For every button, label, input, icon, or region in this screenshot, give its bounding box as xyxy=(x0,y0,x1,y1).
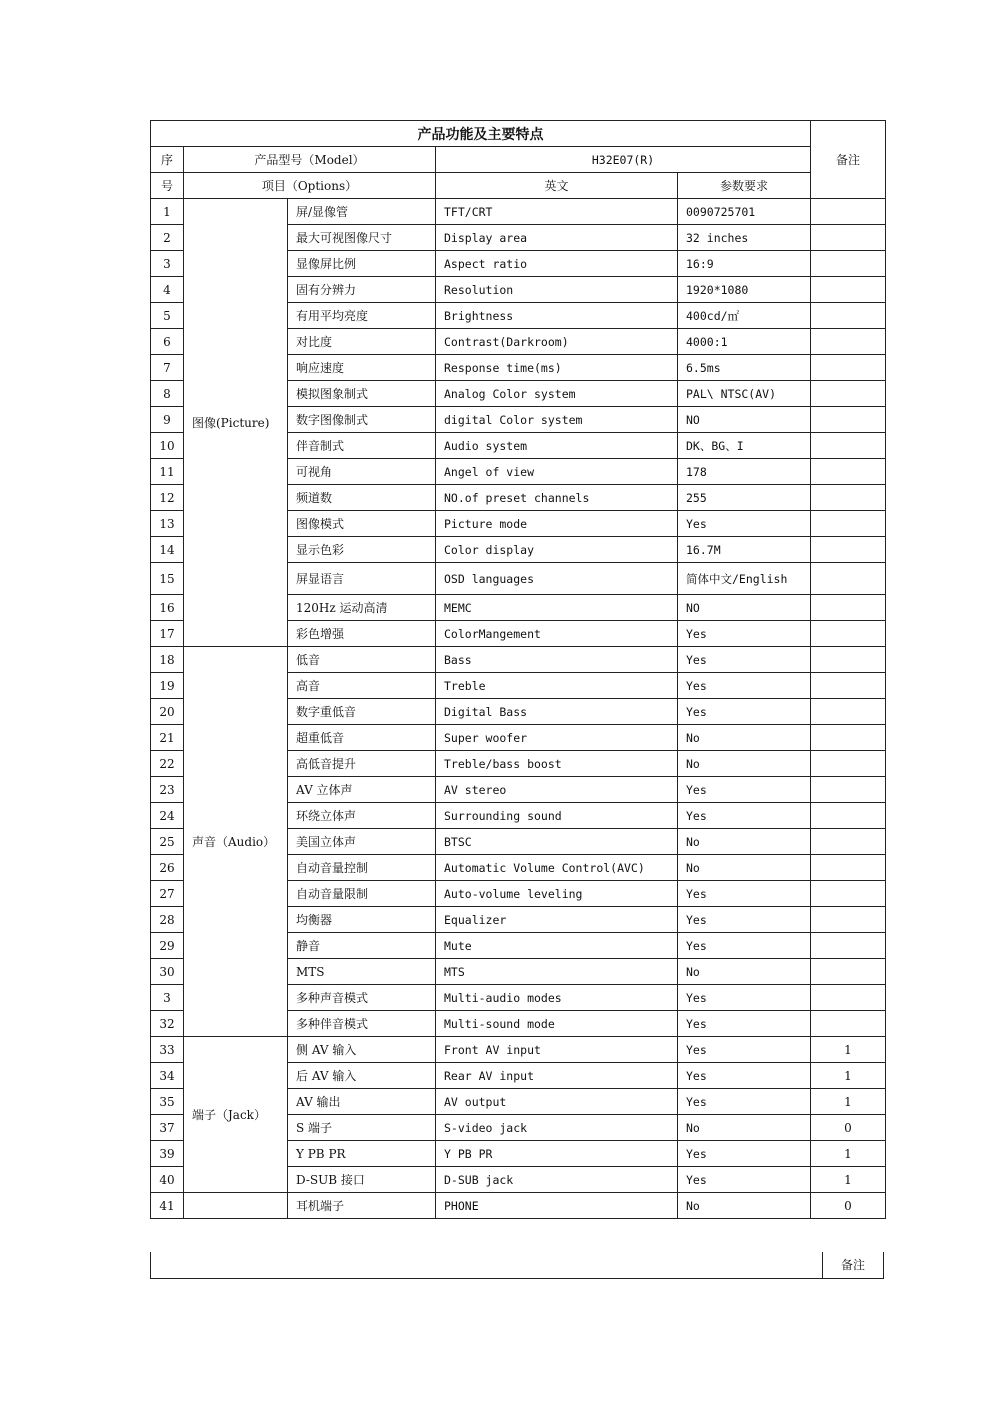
row-number: 18 xyxy=(151,647,184,673)
item-value: 简体中文/English xyxy=(678,563,811,595)
table-row xyxy=(151,647,886,673)
item-note xyxy=(811,329,886,355)
item-chinese: 后 AV 输入 xyxy=(288,1063,436,1089)
item-english: PHONE xyxy=(436,1193,678,1219)
item-value: 400cd/㎡ xyxy=(678,303,811,329)
item-chinese: 高音 xyxy=(288,673,436,699)
item-note xyxy=(811,537,886,563)
row-number: 14 xyxy=(151,537,184,563)
group-jack: 端子（Jack） xyxy=(184,1037,288,1193)
item-value: 178 xyxy=(678,459,811,485)
item-value: Yes xyxy=(678,1063,811,1089)
item-note xyxy=(811,381,886,407)
item-value: No xyxy=(678,1193,811,1219)
row-number: 4 xyxy=(151,277,184,303)
item-value: 255 xyxy=(678,485,811,511)
item-note xyxy=(811,303,886,329)
item-value: Yes xyxy=(678,647,811,673)
row-number: 20 xyxy=(151,699,184,725)
item-english: OSD languages xyxy=(436,563,678,595)
item-value: Yes xyxy=(678,1167,811,1193)
row-number: 40 xyxy=(151,1167,184,1193)
item-chinese: 超重低音 xyxy=(288,725,436,751)
item-note xyxy=(811,433,886,459)
options-row xyxy=(151,173,886,199)
item-chinese: 对比度 xyxy=(288,329,436,355)
item-chinese: 频道数 xyxy=(288,485,436,511)
seq-header-bottom: 号 xyxy=(151,173,184,199)
param-label: 参数要求 xyxy=(678,173,811,199)
row-number: 23 xyxy=(151,777,184,803)
item-english: Brightness xyxy=(436,303,678,329)
table-row xyxy=(151,199,886,225)
item-value: 32 inches xyxy=(678,225,811,251)
item-english: NO.of preset channels xyxy=(436,485,678,511)
row-number: 10 xyxy=(151,433,184,459)
row-number: 15 xyxy=(151,563,184,595)
row-number: 19 xyxy=(151,673,184,699)
item-chinese: D-SUB 接口 xyxy=(288,1167,436,1193)
row-number: 21 xyxy=(151,725,184,751)
item-chinese: 多种伴音模式 xyxy=(288,1011,436,1037)
item-note xyxy=(811,907,886,933)
item-value: Yes xyxy=(678,699,811,725)
item-chinese: 侧 AV 输入 xyxy=(288,1037,436,1063)
item-value: No xyxy=(678,959,811,985)
item-english: AV stereo xyxy=(436,777,678,803)
row-number: 24 xyxy=(151,803,184,829)
item-english: Aspect ratio xyxy=(436,251,678,277)
item-note xyxy=(811,459,886,485)
item-english: Front AV input xyxy=(436,1037,678,1063)
row-number: 29 xyxy=(151,933,184,959)
item-value: 16.7M xyxy=(678,537,811,563)
item-value: 6.5ms xyxy=(678,355,811,381)
item-note xyxy=(811,647,886,673)
item-note: 0 xyxy=(811,1193,886,1219)
table-row xyxy=(151,1037,886,1063)
item-english: Mute xyxy=(436,933,678,959)
item-value: Yes xyxy=(678,803,811,829)
item-english: TFT/CRT xyxy=(436,199,678,225)
item-chinese: 数字图像制式 xyxy=(288,407,436,433)
row-number: 41 xyxy=(151,1193,184,1219)
item-note xyxy=(811,959,886,985)
item-value: Yes xyxy=(678,1089,811,1115)
item-chinese: 数字重低音 xyxy=(288,699,436,725)
item-chinese: 多种声音模式 xyxy=(288,985,436,1011)
item-value: Yes xyxy=(678,511,811,537)
row-number: 27 xyxy=(151,881,184,907)
item-note: 0 xyxy=(811,1115,886,1141)
item-value: No xyxy=(678,725,811,751)
item-value: Yes xyxy=(678,777,811,803)
item-chinese: 自动音量控制 xyxy=(288,855,436,881)
item-value: PAL\ NTSC(AV) xyxy=(678,381,811,407)
row-number: 32 xyxy=(151,1011,184,1037)
item-english: Picture mode xyxy=(436,511,678,537)
item-note xyxy=(811,803,886,829)
table-title: 产品功能及主要特点 xyxy=(151,121,811,147)
item-chinese: 低音 xyxy=(288,647,436,673)
item-english: Digital Bass xyxy=(436,699,678,725)
item-english: Multi-sound mode xyxy=(436,1011,678,1037)
row-number: 7 xyxy=(151,355,184,381)
item-english: Color display xyxy=(436,537,678,563)
item-chinese: 伴音制式 xyxy=(288,433,436,459)
item-english: MTS xyxy=(436,959,678,985)
item-value: Yes xyxy=(678,1037,811,1063)
item-english: Display area xyxy=(436,225,678,251)
item-english: BTSC xyxy=(436,829,678,855)
item-chinese: Y PB PR xyxy=(288,1141,436,1167)
item-chinese: 静音 xyxy=(288,933,436,959)
item-note xyxy=(811,699,886,725)
row-number: 1 xyxy=(151,199,184,225)
row-number: 11 xyxy=(151,459,184,485)
item-value: No xyxy=(678,855,811,881)
options-label: 项目（Options） xyxy=(184,173,436,199)
item-chinese: 耳机端子 xyxy=(288,1193,436,1219)
item-english: Automatic Volume Control(AVC) xyxy=(436,855,678,881)
row-number: 33 xyxy=(151,1037,184,1063)
item-english: S-video jack xyxy=(436,1115,678,1141)
footer-row xyxy=(150,1252,884,1279)
item-chinese: 均衡器 xyxy=(288,907,436,933)
item-english: Surrounding sound xyxy=(436,803,678,829)
item-value: 16:9 xyxy=(678,251,811,277)
item-english: Treble/bass boost xyxy=(436,751,678,777)
row-number: 3 xyxy=(151,251,184,277)
item-value: Yes xyxy=(678,673,811,699)
item-value: Yes xyxy=(678,933,811,959)
item-chinese: S 端子 xyxy=(288,1115,436,1141)
item-note xyxy=(811,829,886,855)
item-note xyxy=(811,485,886,511)
item-value: 0090725701 xyxy=(678,199,811,225)
item-english: MEMC xyxy=(436,595,678,621)
item-note xyxy=(811,985,886,1011)
item-value: Yes xyxy=(678,985,811,1011)
item-english: digital Color system xyxy=(436,407,678,433)
item-chinese: 响应速度 xyxy=(288,355,436,381)
item-chinese: 彩色增强 xyxy=(288,621,436,647)
row-number: 34 xyxy=(151,1063,184,1089)
english-label: 英文 xyxy=(436,173,678,199)
row-number: 39 xyxy=(151,1141,184,1167)
remarks-header: 备注 xyxy=(811,121,886,199)
item-chinese: AV 输出 xyxy=(288,1089,436,1115)
item-chinese: 显示色彩 xyxy=(288,537,436,563)
group-empty xyxy=(184,1193,288,1219)
row-number: 16 xyxy=(151,595,184,621)
item-note xyxy=(811,881,886,907)
item-english: Audio system xyxy=(436,433,678,459)
item-note xyxy=(811,407,886,433)
model-value: H32E07(R) xyxy=(436,147,811,173)
item-note xyxy=(811,595,886,621)
item-note xyxy=(811,1011,886,1037)
item-value: No xyxy=(678,1115,811,1141)
item-chinese: 美国立体声 xyxy=(288,829,436,855)
item-chinese: 120Hz 运动高清 xyxy=(288,595,436,621)
row-number: 13 xyxy=(151,511,184,537)
row-number: 37 xyxy=(151,1115,184,1141)
item-chinese: 屏/显像管 xyxy=(288,199,436,225)
item-value: DK、BG、I xyxy=(678,433,811,459)
item-chinese: 图像模式 xyxy=(288,511,436,537)
table-row xyxy=(151,1193,886,1219)
title-row xyxy=(151,121,886,147)
item-english: Angel of view xyxy=(436,459,678,485)
item-value: NO xyxy=(678,595,811,621)
item-note: 1 xyxy=(811,1089,886,1115)
item-chinese: 显像屏比例 xyxy=(288,251,436,277)
row-number: 9 xyxy=(151,407,184,433)
item-chinese: 最大可视图像尺寸 xyxy=(288,225,436,251)
item-value: NO xyxy=(678,407,811,433)
item-english: Y PB PR xyxy=(436,1141,678,1167)
item-english: Response time(ms) xyxy=(436,355,678,381)
item-value: 1920*1080 xyxy=(678,277,811,303)
row-number: 30 xyxy=(151,959,184,985)
item-note: 1 xyxy=(811,1141,886,1167)
item-note xyxy=(811,725,886,751)
item-note xyxy=(811,933,886,959)
item-value: Yes xyxy=(678,1011,811,1037)
item-english: ColorMangement xyxy=(436,621,678,647)
item-value: No xyxy=(678,829,811,855)
row-number: 3 xyxy=(151,985,184,1011)
item-chinese: 有用平均亮度 xyxy=(288,303,436,329)
item-chinese: 自动音量限制 xyxy=(288,881,436,907)
item-chinese: 屏显语言 xyxy=(288,563,436,595)
item-english: Bass xyxy=(436,647,678,673)
item-english: D-SUB jack xyxy=(436,1167,678,1193)
item-note xyxy=(811,751,886,777)
item-english: Resolution xyxy=(436,277,678,303)
row-number: 22 xyxy=(151,751,184,777)
item-note: 1 xyxy=(811,1167,886,1193)
item-note xyxy=(811,511,886,537)
item-english: Auto-volume leveling xyxy=(436,881,678,907)
item-note: 1 xyxy=(811,1037,886,1063)
item-english: Rear AV input xyxy=(436,1063,678,1089)
item-value: Yes xyxy=(678,881,811,907)
item-value: No xyxy=(678,751,811,777)
item-english: AV output xyxy=(436,1089,678,1115)
model-label: 产品型号（Model） xyxy=(184,147,436,173)
item-chinese: 模拟图象制式 xyxy=(288,381,436,407)
item-note xyxy=(811,251,886,277)
item-note xyxy=(811,225,886,251)
spec-table xyxy=(150,120,886,1219)
item-chinese: MTS xyxy=(288,959,436,985)
item-note xyxy=(811,621,886,647)
row-number: 28 xyxy=(151,907,184,933)
row-number: 6 xyxy=(151,329,184,355)
group-picture: 图像(Picture) xyxy=(184,199,288,647)
item-note xyxy=(811,199,886,225)
item-english: Contrast(Darkroom) xyxy=(436,329,678,355)
row-number: 26 xyxy=(151,855,184,881)
item-note xyxy=(811,563,886,595)
item-value: Yes xyxy=(678,621,811,647)
item-value: 4000:1 xyxy=(678,329,811,355)
item-note: 1 xyxy=(811,1063,886,1089)
item-chinese: 高低音提升 xyxy=(288,751,436,777)
item-note xyxy=(811,277,886,303)
model-row xyxy=(151,147,886,173)
row-number: 25 xyxy=(151,829,184,855)
group-audio: 声音（Audio） xyxy=(184,647,288,1037)
item-note xyxy=(811,673,886,699)
item-note xyxy=(811,777,886,803)
seq-header-top: 序 xyxy=(151,147,184,173)
row-number: 35 xyxy=(151,1089,184,1115)
item-english: Multi-audio modes xyxy=(436,985,678,1011)
item-note xyxy=(811,355,886,381)
item-chinese: 环绕立体声 xyxy=(288,803,436,829)
row-number: 5 xyxy=(151,303,184,329)
item-chinese: AV 立体声 xyxy=(288,777,436,803)
item-english: Super woofer xyxy=(436,725,678,751)
item-value: Yes xyxy=(678,907,811,933)
row-number: 17 xyxy=(151,621,184,647)
item-english: Analog Color system xyxy=(436,381,678,407)
footer-remarks: 备注 xyxy=(822,1252,883,1279)
item-value: Yes xyxy=(678,1141,811,1167)
item-english: Treble xyxy=(436,673,678,699)
row-number: 12 xyxy=(151,485,184,511)
row-number: 2 xyxy=(151,225,184,251)
item-chinese: 固有分辨力 xyxy=(288,277,436,303)
row-number: 8 xyxy=(151,381,184,407)
item-note xyxy=(811,855,886,881)
item-chinese: 可视角 xyxy=(288,459,436,485)
item-english: Equalizer xyxy=(436,907,678,933)
